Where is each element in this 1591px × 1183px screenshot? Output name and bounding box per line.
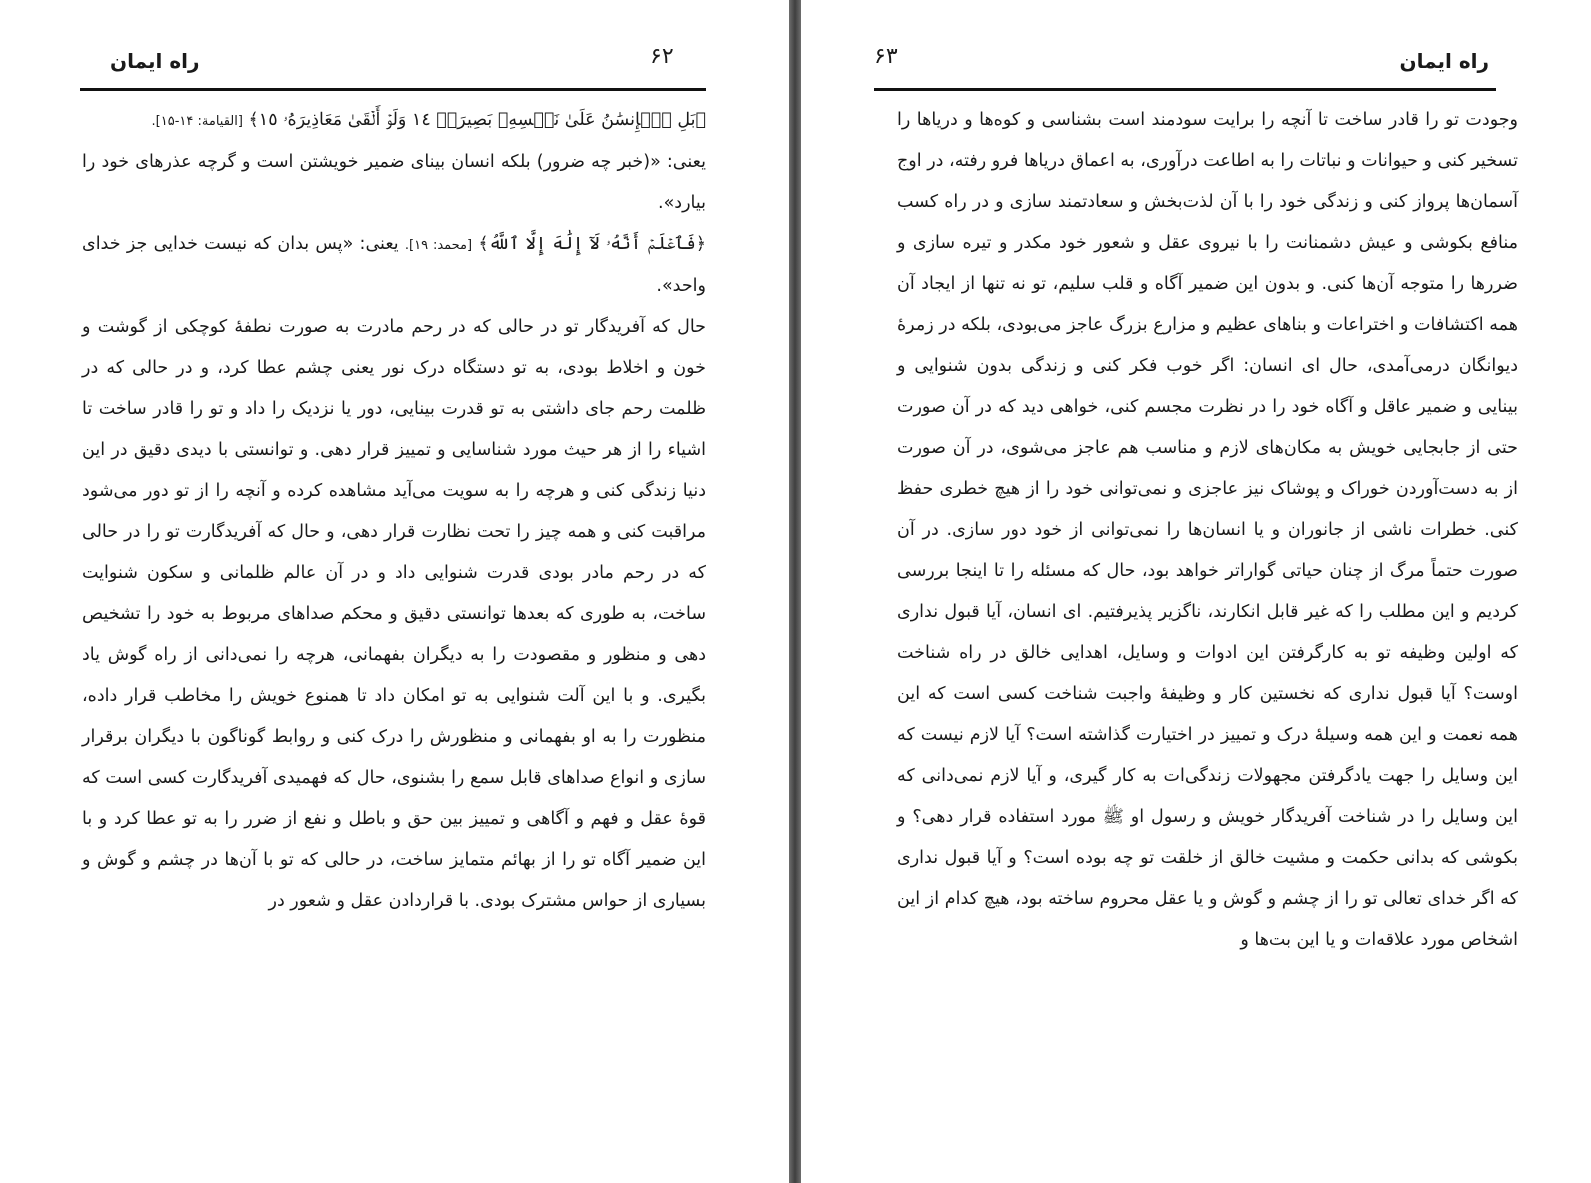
- quran-verse: ﴿فَٱعۡلَمۡ أَنَّهُۥ لَآ إِلَٰهَ إِلَّا ٱللَّهُ﴾: [478, 234, 706, 254]
- running-title: راه ایمان: [110, 49, 200, 73]
- page-number: ۶۲: [650, 44, 674, 69]
- paragraph: وجودت تو را قادر ساخت تا آنچه را برایت سودمند است بشناسی و کوه‌ها و دریاها را تسخیر کنی و حیوانات و نباتات را به اطاعت درآوری، به اعماق دریاها فرو رفته، در اوج آسمان‌ها پرواز کنی و زندگی خود را با آن لذت‌بخش و سعادتمند سازی و در راه کسب منافع بکوشی و عیش دشمنانت را با نیروی عقل و شعور خود مکدر و تیره سازی و ضررها را متوجه آن‌ها کنی. و بدون این ضمیر آگاه و قلب سلیم، تو نه تنها از ایجاد آن همه اکتشافات و اختراعات و بناهای عظیم و مزارع بزرگ عاجز می‌بودی، بلکه در زمرۀ دیوانگان درمی‌آمدی، حال ای انسان: اگر خوب فکر کنی و زندگی بدون شنوایی و بینایی و ضمیر عاقل و آگاه خود را در نظرت مجسم کنی، خواهی دید که در آن صورت حتی از جابجایی خویش به مکان‌های لازم و مناسب هم عاجز می‌شوی، در آن صورت از به دست‌آوردن خوراک و پوشاک نیز عاجزی و نمی‌توانی خود را از هیچ خطری حفظ کنی. خطرات ناشی از جانوران و یا انسان‌ها را نمی‌توانی از خود دور سازی. در آن صورت حتماً مرگ از چنان حیاتی گواراتر خواهد بود، حال که مسئله را تا اینجا بررسی کردیم و این مطلب را که غیر قابل انکارند، ناگزیر پذیرفتیم. ای انسان، آیا قبول نداری که اولین وظیفه تو به کارگرفتن این ادوات و وسایل، اهدایی خالق در راه شناخت اوست؟ آیا قبول نداری که نخستین کار و وظیفۀ واجبت شناخت کسی است که این همه نعمت و این همه وسیلۀ درک و تمییز در اختیارت گذاشته است؟ آیا لازم نیست که این وسایل را جهت یادگرفتن مجهولات زندگی‌ات به کار گیری، و آیا لازم نمی‌دانی که این وسایل را در شناخت آفریدگار خویش و رسول او ﷺ مورد استفاده قرار دهی؟ و بکوشی که بدانی حکمت و مشیت خالق از خلقت تو چه بوده است؟ و آیا قبول نداری که اگر خدای تعالی تو را از چشم و گوش و یا عقل محروم ساخته بود، هیچ کدام از این اشخاص مورد علاقه‌ات و یا این بت‌ها و: [897, 110, 1518, 950]
- paragraph: یعنی: «(خبر چه ضرور) بلکه انسان بینای ضمیر خویشتن است و گرچه عذرهای خود را بیارد».: [82, 152, 706, 213]
- page-body: [897, 100, 1518, 961]
- book-spine: [789, 0, 801, 1183]
- page-header: [801, 0, 1591, 90]
- verse-citation: [القیامة: ۱۴-۱۵].: [151, 114, 243, 129]
- page-body: [82, 100, 706, 922]
- verse-paragraph: [82, 224, 706, 307]
- right-page: [801, 0, 1591, 1183]
- verse-translation: یعنی: «پس بدان که نیست خدایی جز خدای واحد».: [82, 234, 706, 296]
- left-page: [0, 0, 789, 1183]
- header-rule: [874, 88, 1496, 91]
- verse-paragraph: [82, 100, 706, 142]
- page-number: ۶۳: [874, 44, 898, 69]
- header-rule: [80, 88, 706, 91]
- verse-citation: [محمد: ۱۹].: [404, 238, 473, 253]
- quran-verse: ﴿بَلِ ٱلۡإِنسَٰنُ عَلَىٰ نَفۡسِهِۦ بَصِيرَةٞ ١٤ وَلَوۡ أَلۡقَىٰ مَعَاذِيرَهُۥ ١٥﴾: [248, 110, 706, 130]
- page-header: [0, 0, 789, 90]
- paragraph: حال که آفریدگار تو در حالی که در رحم مادرت به صورت نطفۀ کوچکی از گوشت و خون و اخلاط بودی، به تو دستگاه درک نور یعنی چشم عطا کرد، و در حالی که در ظلمت رحم جای داشتی به تو قدرت بینایی، دور یا نزدیک را داد و تو را قادر ساخت تا اشیاء را از هر حیث مورد شناسایی و تمییز قرار دهی. و توانستی با دیدی دقیق در این دنیا زندگی کنی و هرچه را به سویت می‌آید مشاهده کرده و آنچه را از تو دور می‌شود مراقبت کنی و همه چیز را تحت نظارت قرار دهی، و حال که آفریدگارت تو را در حالی که در رحم مادر بودی قدرت شنوایی داد و در آن عالم ظلمانی و سکون شنوایت ساخت، به طوری که بعدها توانستی دقیق و محکم صداهای مربوط به خود را تشخیص دهی و منظور و مقصودت را به دیگران بفهمانی، هرچه را نمی‌دانی از راه گوش یاد بگیری. و با این آلت شنوایی به تو امکان داد تا همنوع خویش را مخاطب قرار داده، منظورت را به او بفهمانی و منظورش را درک کنی و روابط گوناگون با دیگران برقرار سازی و انواع صداهای قابل سمع را بشنوی، حال که فهمیدی آفریدگارت کسی است که قوۀ عقل و فهم و آگاهی و تمییز بین حق و باطل و نفع از ضرر را به تو عطا کرد و با این ضمیر آگاه تو را از بهائم متمایز ساخت، در حالی که تو با آن‌ها در چشم و گوش و بسیاری از حواس مشترک بودی. با قراردادن عقل و شعور در: [82, 317, 706, 911]
- running-title: راه ایمان: [1399, 49, 1489, 73]
